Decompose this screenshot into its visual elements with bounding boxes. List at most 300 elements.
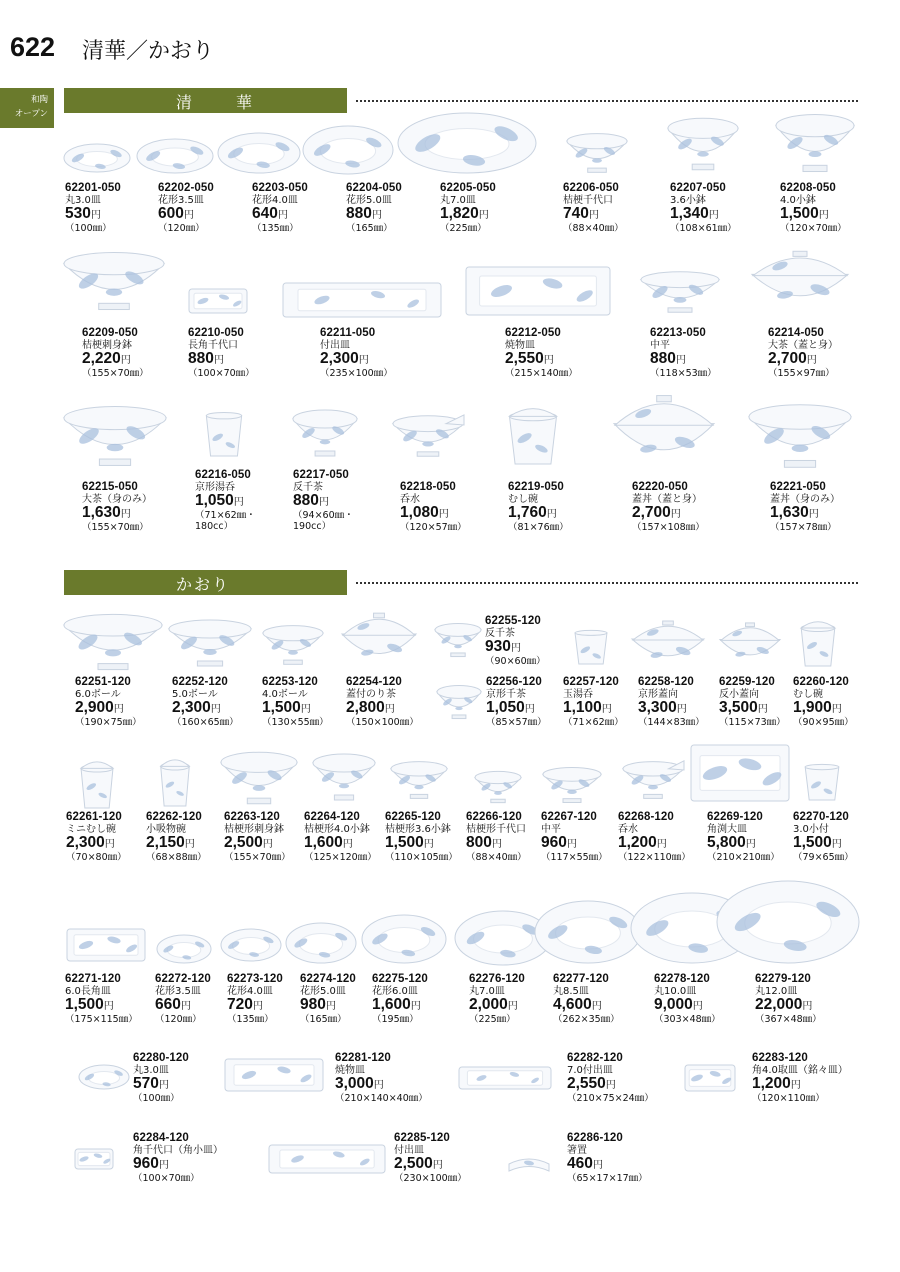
product-size: （367×48㎜）: [755, 1014, 822, 1025]
product-size: （155×70㎜）: [82, 522, 149, 533]
product-item: [335, 1053, 428, 1104]
product-code: 62273-120: [227, 973, 283, 985]
product-code: 62261-120: [66, 811, 122, 823]
product-name: 京形千茶: [486, 688, 526, 700]
product-name: 長角千代口: [188, 339, 238, 351]
yen-unit: 円: [113, 704, 124, 715]
cup-body: [509, 416, 556, 464]
leaf-pattern: [203, 649, 216, 655]
product-item: [146, 812, 207, 863]
yen-unit: 円: [423, 839, 434, 850]
price-value: 2,700: [768, 350, 807, 367]
yen-unit: 円: [233, 497, 244, 508]
product-code: 62260-120: [793, 676, 849, 688]
product-code: 62265-120: [385, 811, 441, 823]
product-code: 62216-050: [195, 469, 251, 481]
bowl-foot: [644, 794, 663, 798]
product-item: [719, 677, 786, 728]
yen-unit: 円: [708, 210, 719, 221]
lid: [721, 628, 779, 641]
product-price: [650, 351, 717, 368]
product-name: 焼物皿: [505, 339, 535, 351]
price-value: 640: [252, 205, 278, 222]
product-price: [158, 206, 214, 223]
product-size: （155×70㎜）: [82, 368, 149, 379]
product-item: [372, 974, 428, 1025]
plate-well: [152, 148, 199, 166]
section-header-seika: [64, 88, 347, 113]
product-name: 大茶（蓋と身）: [768, 339, 838, 351]
leaf-pattern: [422, 441, 434, 446]
cup-body: [575, 633, 607, 664]
product-code: 62262-120: [146, 811, 202, 823]
product-code: 62281-120: [335, 1052, 391, 1064]
product-size: （118×53㎜）: [650, 368, 717, 379]
product-size: （120×57㎜）: [400, 522, 467, 533]
product-size: （130×55㎜）: [262, 717, 329, 728]
product-name: 中平: [541, 823, 561, 835]
product-code: 62201-050: [65, 182, 121, 194]
price-value: 5,800: [707, 834, 746, 851]
yen-unit: 円: [120, 355, 131, 366]
product-price: [567, 1076, 654, 1093]
product-size: （120×70㎜）: [780, 223, 847, 234]
price-value: 2,300: [66, 834, 105, 851]
yen-unit: 円: [745, 839, 756, 850]
cup-body: [161, 766, 190, 806]
product-size: （71×62㎜）: [563, 717, 624, 728]
price-value: 2,500: [224, 834, 263, 851]
price-value: 600: [158, 205, 184, 222]
product-size: （94×60㎜・: [293, 510, 354, 521]
product-code: 62267-120: [541, 811, 597, 823]
product-item: [780, 183, 847, 234]
product-name: 丸3.0皿: [133, 1064, 169, 1076]
bowl-photo: [63, 404, 167, 468]
product-name: 丸12.0皿: [755, 985, 798, 997]
price-value: 2,220: [82, 350, 121, 367]
yen-unit: 円: [507, 1001, 518, 1012]
product-item: [618, 812, 691, 863]
leaf-pattern: [107, 444, 124, 451]
yen-unit: 円: [546, 509, 557, 520]
bowl-rim: [293, 410, 357, 428]
leaf-pattern: [674, 297, 687, 303]
product-price: [372, 997, 428, 1014]
price-value: 880: [346, 205, 372, 222]
product-size: （71×62㎜・: [195, 510, 256, 521]
product-code: 62221-050: [770, 481, 826, 493]
bowl-rim: [567, 134, 627, 149]
product-size: （100×70㎜）: [133, 1173, 200, 1184]
product-item: [293, 470, 354, 532]
plate-photo: [285, 922, 357, 964]
bowl-foot: [563, 799, 581, 803]
leaf-pattern: [697, 151, 709, 156]
category-side-tab: [0, 88, 54, 128]
product-item: [752, 1053, 848, 1104]
lidbowl-photo: [612, 394, 716, 472]
product-name: 6.0ボール: [75, 688, 121, 700]
lidcup-photo: [158, 756, 192, 808]
product-name: 丸7.0皿: [469, 985, 505, 997]
product-name: 花形3.5皿: [158, 194, 204, 206]
bowl-foot: [668, 308, 692, 312]
product-code: 62264-120: [304, 811, 360, 823]
leaf-pattern: [809, 151, 822, 157]
bowl-foot: [417, 452, 439, 456]
product-item: [770, 482, 840, 533]
product-name: 花形5.0皿: [346, 194, 392, 206]
product-size: （150×100㎜）: [346, 717, 419, 728]
leaf-pattern: [288, 650, 298, 654]
price-value: 660: [155, 996, 181, 1013]
product-price: [65, 997, 138, 1014]
bowl-foot: [452, 715, 466, 719]
product-code: 62214-050: [768, 327, 824, 339]
bowl-photo: [390, 760, 448, 800]
yen-unit: 円: [277, 210, 288, 221]
product-price: [563, 700, 624, 717]
product-name: 7.0付出皿: [567, 1064, 613, 1076]
product-code: 62213-050: [650, 327, 706, 339]
product-name: 呑水: [400, 493, 420, 505]
bowl-photo: [566, 132, 628, 174]
spoonbowl-photo: [392, 414, 464, 458]
bowl-photo: [640, 270, 720, 314]
product-code: 62256-120: [486, 676, 542, 688]
price-value: 1,900: [793, 699, 832, 716]
product-name: 小吸物碗: [146, 823, 186, 835]
plate-photo: [136, 138, 214, 174]
product-name: 丸7.0皿: [440, 194, 476, 206]
product-price: [133, 1156, 223, 1173]
price-value: 1,340: [670, 205, 709, 222]
product-price: [224, 835, 291, 852]
bowl-body: [632, 639, 704, 656]
price-value: 22,000: [755, 996, 803, 1013]
bowl-foot: [334, 795, 353, 800]
product-name: 4.0小鉢: [780, 194, 816, 206]
product-item: [793, 812, 854, 863]
product-code: 62271-120: [65, 973, 121, 985]
product-price: [172, 700, 239, 717]
product-code: 62209-050: [82, 327, 138, 339]
product-price: [394, 1156, 467, 1173]
product-name: 京形湯呑: [195, 481, 235, 493]
plate-well: [299, 934, 342, 955]
product-code: 62257-120: [563, 676, 619, 688]
product-code: 62205-050: [440, 182, 496, 194]
leaf-pattern: [792, 444, 809, 451]
product-size: 180cc）: [195, 521, 234, 532]
product-name: 付出皿: [394, 1144, 424, 1156]
product-size: （165㎜）: [346, 223, 393, 234]
rect-photo: [690, 744, 790, 802]
price-value: 1,050: [486, 699, 525, 716]
plate-photo: [78, 1064, 130, 1090]
product-item: [133, 1133, 223, 1184]
product-name: 4.0ボール: [262, 688, 308, 700]
rest-photo: [508, 1152, 550, 1172]
product-item: [567, 1133, 648, 1184]
product-code: 62282-120: [567, 1052, 623, 1064]
rect-photo: [188, 288, 248, 314]
product-name: むし碗: [508, 493, 538, 505]
yen-unit: 円: [510, 643, 521, 654]
product-size: （120㎜）: [158, 223, 205, 234]
product-size: （210×140×40㎜）: [335, 1093, 428, 1104]
leaf-pattern: [494, 791, 502, 794]
product-code: 62283-120: [752, 1052, 808, 1064]
price-value: 880: [650, 350, 676, 367]
yen-unit: 円: [524, 704, 535, 715]
yen-unit: 円: [158, 1080, 169, 1091]
yen-unit: 円: [588, 210, 599, 221]
product-name: 桔梗刺身鉢: [82, 339, 132, 351]
bowl-rim: [391, 762, 447, 776]
product-name: 花形4.0皿: [227, 985, 273, 997]
price-value: 1,600: [304, 834, 343, 851]
product-price: [82, 505, 152, 522]
product-name: 3.6小鉢: [670, 194, 706, 206]
product-item: [155, 974, 211, 1025]
price-value: 3,300: [638, 699, 677, 716]
bowl-body: [614, 424, 714, 450]
yen-unit: 円: [806, 355, 817, 366]
bowl-body: [752, 274, 848, 295]
product-item: [486, 677, 547, 728]
product-code: 62202-050: [158, 182, 214, 194]
section-divider: [356, 582, 858, 584]
rect-photo: [224, 1058, 324, 1092]
bowl-photo: [63, 612, 163, 672]
cup-body: [801, 628, 835, 666]
product-size: （155×70㎜）: [224, 852, 291, 863]
product-name: 桔梗形3.6小鉢: [385, 823, 451, 835]
product-price: [485, 639, 546, 656]
cup-rim: [805, 764, 839, 769]
product-code: 62276-120: [469, 973, 525, 985]
product-size: （135㎜）: [252, 223, 299, 234]
plate-photo: [217, 132, 301, 174]
product-price: [505, 351, 578, 368]
product-size: （85×57㎜）: [486, 717, 547, 728]
product-price: [638, 700, 705, 717]
product-price: [304, 835, 377, 852]
leaf-pattern: [320, 440, 331, 445]
product-price: [146, 835, 207, 852]
yen-unit: 円: [438, 509, 449, 520]
rect-photo: [74, 1148, 114, 1170]
yen-unit: 円: [432, 1160, 443, 1171]
product-price: [752, 1076, 848, 1093]
product-code: 62215-050: [82, 481, 138, 493]
product-name: 中平: [650, 339, 670, 351]
product-item: [346, 183, 402, 234]
product-size: （115×73㎜）: [719, 717, 786, 728]
rect-photo: [268, 1144, 386, 1174]
product-price: [755, 997, 822, 1014]
bowl-photo: [220, 750, 298, 806]
product-size: （135㎜）: [227, 1014, 274, 1025]
plate-photo: [397, 112, 537, 174]
lidbowl-photo: [630, 620, 706, 670]
price-value: 2,800: [346, 699, 385, 716]
bowl-rim: [64, 252, 164, 274]
price-value: 1,100: [563, 699, 602, 716]
product-name: 丸10.0皿: [654, 985, 697, 997]
product-size: （120㎜）: [155, 1014, 202, 1025]
bowl-foot: [99, 459, 130, 465]
product-item: [304, 812, 377, 863]
product-code: 62272-120: [155, 973, 211, 985]
product-name: 呑水: [618, 823, 638, 835]
product-code: 62220-050: [632, 481, 688, 493]
product-item: [82, 482, 152, 533]
yen-unit: 円: [262, 839, 273, 850]
bowl-foot: [588, 168, 607, 172]
lid: [161, 760, 190, 767]
product-item: [227, 974, 283, 1025]
product-item: [553, 974, 620, 1025]
product-size: （157×108㎜）: [632, 522, 705, 533]
yen-unit: 円: [605, 1080, 616, 1091]
price-value: 1,500: [262, 699, 301, 716]
product-code: 62252-120: [172, 676, 228, 688]
product-price: [719, 700, 786, 717]
cup-photo: [572, 630, 610, 666]
product-item: [262, 677, 329, 728]
lid: [81, 762, 113, 769]
bowl-body: [342, 634, 416, 653]
leaf-pattern: [106, 288, 122, 295]
yen-unit: 円: [592, 1160, 603, 1171]
bowl-foot: [284, 660, 303, 664]
price-value: 1,200: [752, 1075, 791, 1092]
product-item: [541, 812, 608, 863]
bowl-rim: [641, 272, 719, 288]
lid: [753, 258, 847, 276]
product-code: 62277-120: [553, 973, 609, 985]
product-name: 花形5.0皿: [300, 985, 346, 997]
bowl-photo: [667, 116, 739, 172]
product-item: [346, 677, 419, 728]
product-name: 付出皿: [320, 339, 350, 351]
yen-unit: 円: [325, 1001, 336, 1012]
yen-unit: 円: [656, 839, 667, 850]
product-price: [707, 835, 780, 852]
product-code: 62204-050: [346, 182, 402, 194]
product-name: 蓋丼（蓋と身）: [632, 493, 702, 505]
price-value: 460: [567, 1155, 593, 1172]
price-value: 570: [133, 1075, 159, 1092]
product-item: [195, 470, 256, 532]
price-value: 1,200: [618, 834, 657, 851]
price-value: 1,080: [400, 504, 439, 521]
product-code: 62274-120: [300, 973, 356, 985]
product-size: （303×48㎜）: [654, 1014, 721, 1025]
product-name: 玉湯呑: [563, 688, 593, 700]
product-size: 190cc）: [293, 521, 332, 532]
product-item: [252, 183, 308, 234]
product-name: 花形3.5皿: [155, 985, 201, 997]
bowl-foot: [784, 460, 815, 467]
lid: [509, 409, 556, 417]
yen-unit: 円: [252, 1001, 263, 1012]
yen-unit: 円: [566, 839, 577, 850]
price-value: 800: [466, 834, 492, 851]
price-value: 4,600: [553, 996, 592, 1013]
product-code: 62275-120: [372, 973, 428, 985]
bowl-rim: [435, 623, 481, 636]
bowl-foot: [692, 164, 714, 170]
product-price: [793, 835, 854, 852]
section-divider: [356, 100, 858, 102]
bowl-rim: [543, 768, 601, 782]
cup-body: [206, 416, 241, 456]
product-name: 京形蓋向: [638, 688, 678, 700]
product-item: [172, 677, 239, 728]
bowl-foot: [197, 661, 222, 666]
product-price: [563, 206, 624, 223]
product-name: 桔梗形4.0小鉢: [304, 823, 370, 835]
lid-knob: [746, 623, 755, 627]
plate-photo: [220, 928, 282, 962]
rect-photo: [282, 282, 442, 318]
product-item: [75, 677, 142, 728]
product-price: [252, 206, 308, 223]
price-value: 2,500: [394, 1155, 433, 1172]
lid: [615, 404, 713, 425]
bowl-photo: [436, 684, 482, 720]
plate-photo: [361, 914, 447, 964]
product-size: （155×97㎜）: [768, 368, 835, 379]
plate-photo: [63, 143, 131, 173]
product-item: [563, 183, 624, 234]
product-code: 62211-050: [320, 327, 376, 339]
product-size: （90×95㎜）: [793, 717, 854, 728]
product-code: 62284-120: [133, 1132, 189, 1144]
bowl-rim: [776, 114, 854, 136]
product-size: （88×40㎜）: [466, 852, 527, 863]
product-code: 62219-050: [508, 481, 564, 493]
product-price: [670, 206, 737, 223]
product-size: （165㎜）: [300, 1014, 347, 1025]
bowl-photo: [474, 770, 522, 804]
lid-knob: [657, 396, 672, 402]
product-name: 焼物皿: [335, 1064, 365, 1076]
product-code: 62259-120: [719, 676, 775, 688]
page-title: 清華／かおり: [82, 39, 215, 64]
product-price: [346, 206, 402, 223]
bowl-rim: [169, 620, 251, 638]
product-size: （100㎜）: [133, 1093, 180, 1104]
yen-unit: 円: [802, 1001, 813, 1012]
price-value: 740: [563, 205, 589, 222]
yen-unit: 円: [300, 704, 311, 715]
bowl-foot: [803, 165, 827, 171]
product-item: [485, 616, 546, 667]
product-name: 花形4.0皿: [252, 194, 298, 206]
price-value: 530: [65, 205, 91, 222]
yen-unit: 円: [757, 704, 768, 715]
yen-unit: 円: [373, 1080, 384, 1091]
product-item: [793, 677, 854, 728]
price-value: 2,700: [632, 504, 671, 521]
product-item: [563, 677, 624, 728]
product-code: 62217-050: [293, 469, 349, 481]
